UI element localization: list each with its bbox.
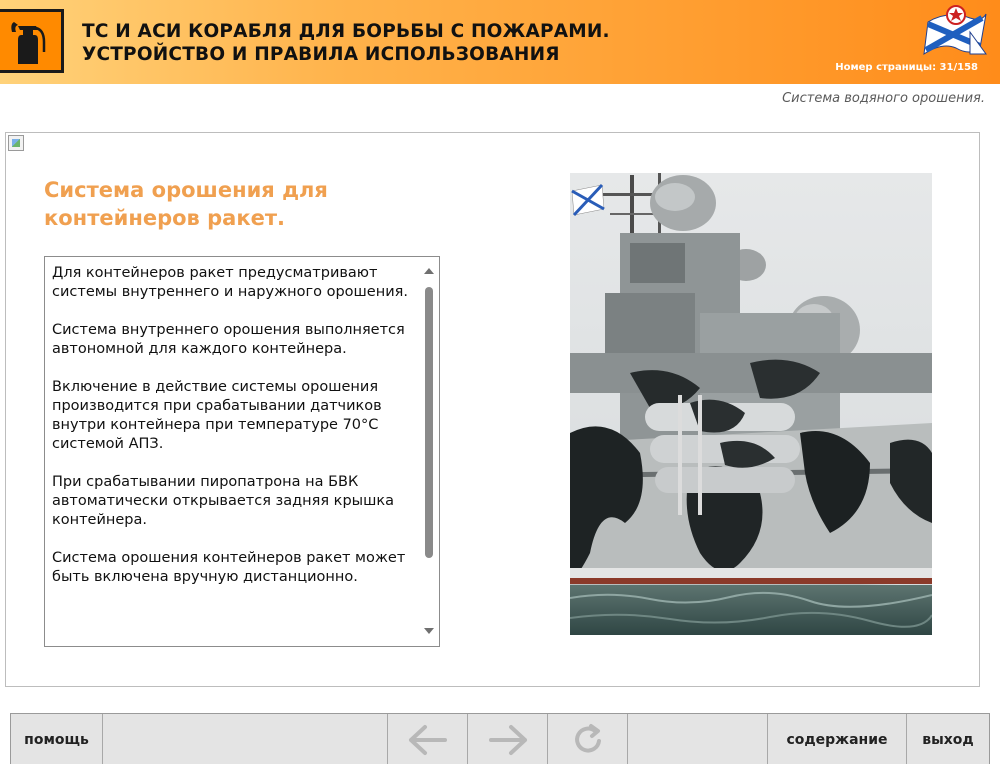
breadcrumb-subtitle: Система водяного орошения. [782,91,985,106]
logo-box [0,9,64,73]
page-number: Номер страницы: 31/158 [835,62,978,73]
nav-spacer [628,714,768,764]
nav-spacer [103,714,388,764]
forward-button[interactable] [468,714,548,764]
reload-button[interactable] [548,714,628,764]
reload-icon [571,723,605,757]
arrow-right-icon [487,723,529,757]
scroll-thumb[interactable] [425,287,433,558]
scroll-down-arrow-icon[interactable] [424,628,434,634]
section-title-line1: Система орошения для [44,178,328,202]
section-title-line2: контейнеров ракет. [44,206,285,230]
back-button[interactable] [388,714,468,764]
vertical-scrollbar[interactable] [419,257,439,646]
paragraph: При срабатывании пиропатрона на БВК автоматически открывается задняя крышка контейнера. [52,474,395,528]
content-frame [5,132,980,687]
arrow-left-icon [407,723,449,757]
paragraph: Система внутреннего орошения выполняется автономной для каждого контейнера. [52,322,405,357]
text-content [52,264,412,606]
warship-photo [570,173,932,635]
broken-image-icon [8,135,24,151]
exit-button[interactable]: выход [922,731,974,748]
scroll-up-arrow-icon[interactable] [424,268,434,274]
scrollable-text-box[interactable] [44,256,440,647]
course-title-line2: УСТРОЙСТВО И ПРАВИЛА ИСПОЛЬЗОВАНИЯ [82,44,560,65]
help-button[interactable]: помощь [11,714,103,764]
paragraph: Система орошения контейнеров ракет может быть включена вручную дистанционно. [52,550,406,585]
section-title [44,176,464,232]
navy-flag-emblem [920,2,990,60]
paragraph: Включение в действие системы орошения производится при срабатывании датчиков внутри контейнера при температуре 70°С системой АПЗ. [52,379,382,452]
fire-extinguisher-icon [8,18,52,68]
course-title [82,20,802,66]
course-title-line1: ТС И АСИ КОРАБЛЯ ДЛЯ БОРЬБЫ С ПОЖАРАМИ. [82,21,610,42]
contents-button[interactable]: содержание [768,714,907,764]
header-bar [0,0,1000,84]
bottom-nav-bar [10,713,990,764]
paragraph: Для контейнеров ракет предусматривают системы внутреннего и наружного орошения. [52,265,408,300]
